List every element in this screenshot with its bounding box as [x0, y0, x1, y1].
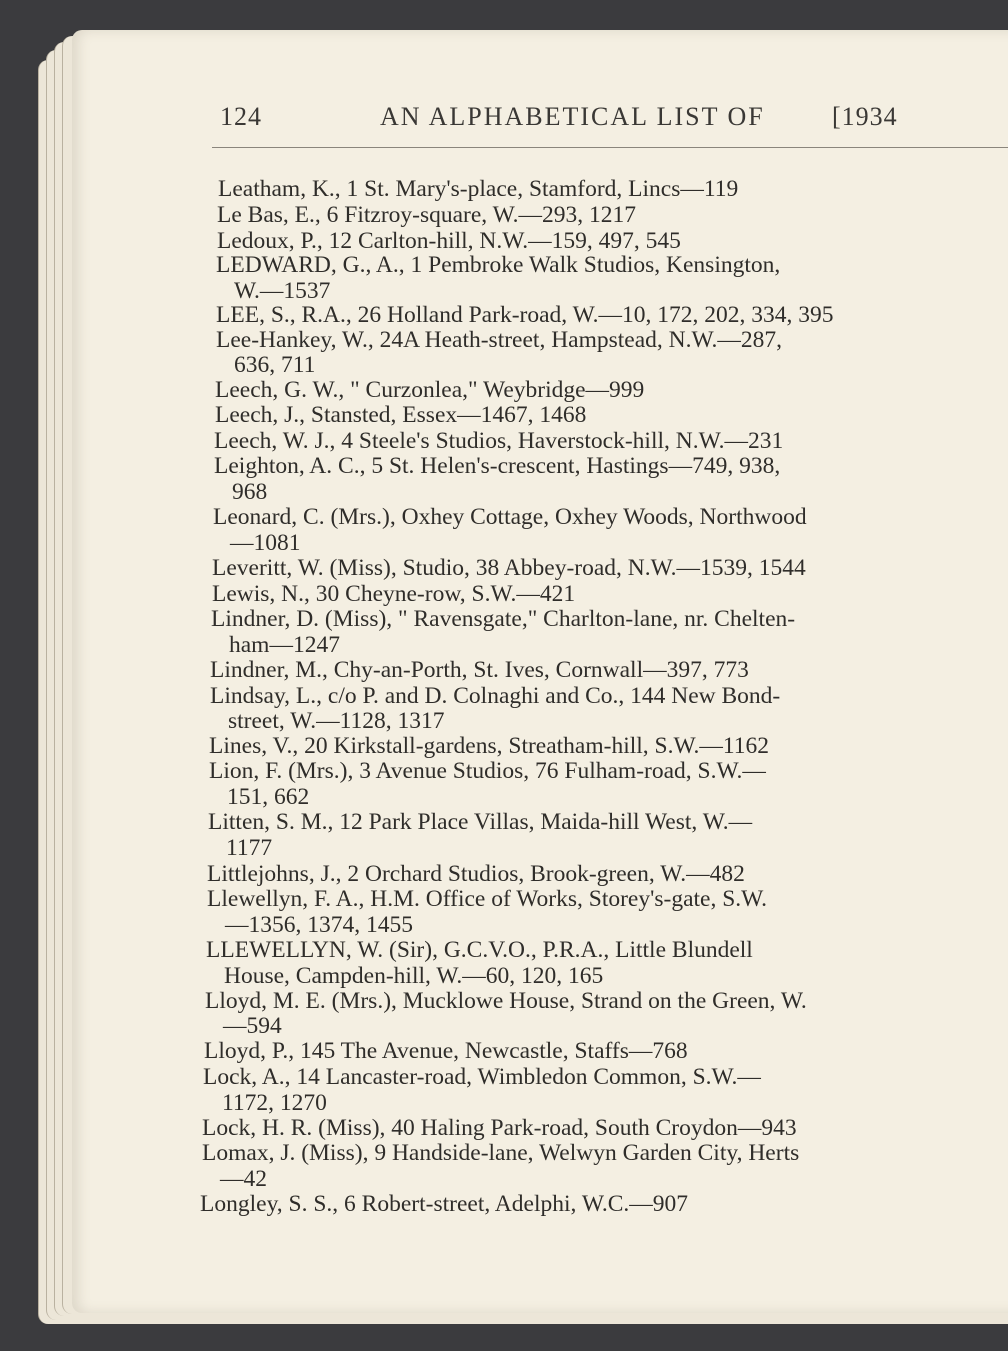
directory-entries [72, 30, 1008, 1313]
entry-line: Llewellyn, F. A., H.M. Office of Works, Storey's-gate, S.W. [207, 886, 768, 912]
entry-line: Lomax, J. (Miss), 9 Handside-lane, Welwyn Garden City, Herts [202, 1140, 800, 1166]
entry-line-continuation: 636, 711 [234, 352, 316, 378]
entry-line: Lion, F. (Mrs.), 3 Avenue Studios, 76 Fulham-road, S.W.— [209, 758, 766, 784]
entry-line-continuation: 968 [232, 479, 268, 505]
entry-line: Lindner, M., Chy-an-Porth, St. Ives, Cornwall—397, 773 [210, 657, 749, 683]
entry-line: Lock, A., 14 Lancaster-road, Wimbledon Common, S.W.— [203, 1064, 761, 1090]
entry-line: Longley, S. S., 6 Robert-street, Adelphi, W.C.—907 [200, 1191, 689, 1217]
entry-line: Lloyd, M. E. (Mrs.), Mucklowe House, Strand on the Green, W. [205, 988, 807, 1014]
entry-line-continuation: 151, 662 [227, 784, 310, 810]
entry-line: Lines, V., 20 Kirkstall-gardens, Streatham-hill, S.W.—1162 [209, 733, 770, 759]
book-page [72, 30, 1008, 1313]
entry-line-continuation: —594 [223, 1013, 282, 1039]
entry-line-continuation: —1356, 1374, 1455 [225, 912, 413, 938]
entry-line: Leech, G. W., " Curzonlea," Weybridge—999 [215, 377, 645, 403]
entry-line: Lindner, D. (Miss), " Ravensgate," Charlton-lane, nr. Chelten- [211, 606, 796, 632]
entry-line: Le Bas, E., 6 Fitzroy-square, W.—293, 1217 [217, 202, 637, 228]
entry-line-continuation: —1081 [230, 530, 301, 556]
entry-line: LEDWARD, G., A., 1 Pembroke Walk Studios, Kensington, [216, 252, 781, 278]
entry-line: Lee-Hankey, W., 24A Heath-street, Hampstead, N.W.—287, [216, 327, 783, 353]
entry-line: Ledoux, P., 12 Carlton-hill, N.W.—159, 497, 545 [217, 228, 681, 254]
entry-line: Leveritt, W. (Miss), Studio, 38 Abbey-road, N.W.—1539, 1544 [212, 555, 806, 581]
entry-line: Lindsay, L., c/o P. and D. Colnaghi and Co., 144 New Bond- [210, 683, 781, 709]
entry-line-continuation: street, W.—1128, 1317 [228, 708, 445, 734]
entry-line: Leech, J., Stansted, Essex—1467, 1468 [215, 402, 587, 428]
entry-line-continuation: W.—1537 [234, 278, 331, 304]
entry-line: LLEWELLYN, W. (Sir), G.C.V.O., P.R.A., Little Blundell [206, 937, 753, 963]
entry-line: LEE, S., R.A., 26 Holland Park-road, W.—10, 172, 202, 334, 395 [216, 302, 834, 328]
entry-line-continuation: 1177 [226, 835, 273, 861]
page-number: 124 [220, 102, 262, 131]
entry-line: Leech, W. J., 4 Steele's Studios, Haverstock-hill, N.W.—231 [214, 428, 784, 454]
year-marker: [1934 [832, 102, 898, 131]
entry-line: Lewis, N., 30 Cheyne-row, S.W.—421 [212, 581, 576, 607]
running-title: AN ALPHABETICAL LIST OF [380, 102, 765, 131]
entry-line-continuation: House, Campden-hill, W.—60, 120, 165 [224, 963, 604, 989]
entry-line: Littlejohns, J., 2 Orchard Studios, Brook-green, W.—482 [207, 861, 745, 887]
entry-line-continuation: —42 [220, 1166, 267, 1192]
entry-line: Lock, H. R. (Miss), 40 Haling Park-road, South Croydon—943 [202, 1115, 797, 1141]
entry-line: Leatham, K., 1 St. Mary's-place, Stamford, Lincs—119 [218, 176, 739, 202]
entry-line: Lloyd, P., 145 The Avenue, Newcastle, Staffs—768 [204, 1038, 688, 1064]
entry-line-continuation: ham—1247 [229, 632, 340, 658]
entry-line: Leighton, A. C., 5 St. Helen's-crescent, Hastings—749, 938, [214, 453, 781, 479]
entry-line-continuation: 1172, 1270 [222, 1090, 327, 1116]
entry-line: Leonard, C. (Mrs.), Oxhey Cottage, Oxhey Woods, Northwood [213, 504, 807, 530]
entry-line: Litten, S. M., 12 Park Place Villas, Maida-hill West, W.— [208, 809, 753, 835]
